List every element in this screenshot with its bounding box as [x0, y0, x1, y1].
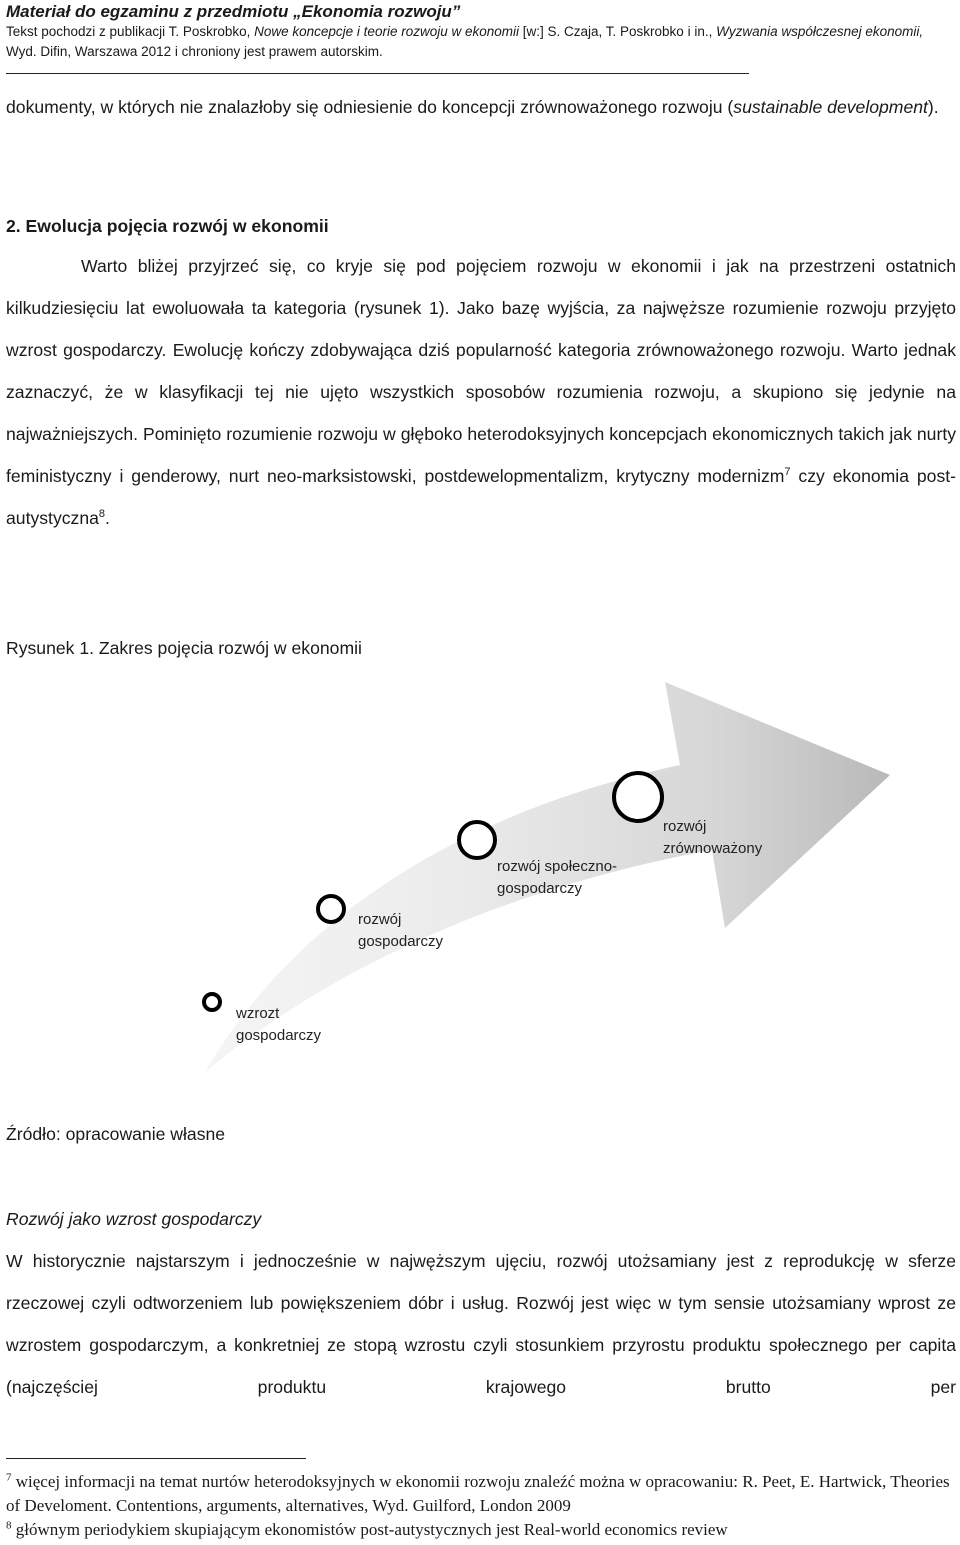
header-divider	[6, 73, 749, 74]
footnote-ref-7[interactable]: 7	[784, 466, 791, 479]
stage-1-label: gospodarczy	[236, 1027, 322, 1044]
paragraph-intro	[6, 86, 956, 128]
footnote-divider	[6, 1458, 306, 1459]
citation-part-italic: Wyzwania współczesnej ekonomii,	[716, 24, 924, 39]
paragraph-text: dokumenty, w których nie znalazłoby się odniesienie do koncepcji zrównoważonego rozwoju (	[6, 97, 734, 117]
subsection-title: Rozwój jako wzrost gospodarczy	[6, 1209, 262, 1229]
stage-2-label: gospodarczy	[358, 933, 444, 950]
figure-arrow-diagram	[0, 660, 960, 1100]
paragraph-growth: W historycznie najstarszym i jednocześnie w najwęższym ujęciu, rozwój utożsamiany jest z reprodukcję w sferze rzeczowej czyli odtworzeniem lub powiększeniem dóbr i usług. Rozwój jest więc w tym sensie utożsamiany wprost ze wzrostem gospodarczym, a konkretniej ze stopą wzrostu czyli stosunkiem przyrostu produktu społecznego per capita (najczęściej produktu krajowego brutto per	[6, 1251, 956, 1397]
citation-part-italic: Nowe koncepcje i teorie rozwoju w ekonomii	[254, 24, 519, 39]
header-citation-line2: Wyd. Difin, Warszawa 2012 i chroniony jest prawem autorskim.	[6, 44, 383, 59]
paragraph-text: .	[105, 508, 110, 528]
footnote-number: 8	[6, 1519, 12, 1532]
footnote-7	[6, 1470, 956, 1518]
header-title: Materiał do egzaminu z przedmiotu „Ekonomia rozwoju”	[6, 2, 461, 21]
stage-3-label: rozwój społeczno-	[497, 858, 618, 875]
section-heading	[6, 212, 956, 240]
stage-3-circle-icon	[459, 822, 495, 858]
section-title: 2. Ewolucja pojęcia rozwój w ekonomii	[6, 216, 329, 236]
paragraph-evolution	[6, 245, 956, 539]
stage-3-label: gospodarczy	[497, 880, 583, 897]
header-citation-line1	[6, 22, 956, 42]
footnote-text: więcej informacji na temat nurtów heterodoksyjnych w ekonomii rozwoju znaleźć można w opracowaniu: R. Peet, E. Hartwick, Theories of Develoment. Contentions, arguments, alternatives, Wyd. Guilford, London 2009	[6, 1472, 950, 1515]
stage-4-label: rozwój	[663, 818, 707, 835]
stage-4-label: zrównoważony	[663, 840, 763, 857]
stage-2-circle-icon	[318, 896, 344, 922]
stage-1-circle-icon	[204, 994, 220, 1010]
figure-caption: Rysunek 1. Zakres pojęcia rozwój w ekonomii	[6, 638, 362, 658]
paragraph-text: czy ekonomia post-autystyczna	[6, 466, 956, 528]
citation-part: Tekst pochodzi z publikacji T. Poskrobko,	[6, 24, 255, 39]
footnotes	[6, 1470, 956, 1542]
footnote-8	[6, 1518, 956, 1542]
stage-4-circle-icon	[614, 773, 662, 821]
figure-source: Źródło: opracowanie własne	[6, 1124, 226, 1144]
footnote-number: 7	[6, 1471, 12, 1484]
paragraph-text: Warto bliżej przyjrzeć się, co kryje się pod pojęciem rozwoju w ekonomii i jak na przestrzeni ostatnich kilkudziesięciu lat ewoluowała ta kategoria (rysunek 1). Jako bazę wyjścia, za najwęższe rozumienie rozwoju przyjęto wzrost gospodarczy. Ewolucję kończy zdobywająca dziś popularność kategoria zrównoważonego rozwoju. Warto jednak zaznaczyć, że w klasyfikacji tej nie ujęto wszystkich sposobów rozumienia rozwoju, a skupiono się jedynie na najważniejszych. Pominięto rozumienie rozwoju w głęboko heterodoksyjnych koncepcjach ekonomicznych takich jak nurty feministyczny i genderowy, nurt neo-marksistowski, postdewelopmentalizm, krytyczny modernizm	[6, 256, 956, 486]
page-header	[6, 0, 956, 62]
evolution-arrow-shape	[205, 682, 890, 1072]
stage-1-label: wzrozt	[236, 1005, 280, 1022]
footnote-ref-8[interactable]: 8	[98, 508, 106, 521]
paragraph-text: ).	[927, 97, 939, 117]
citation-part: [w:] S. Czaja, T. Poskrobko i in.,	[519, 24, 717, 39]
paragraph-italic: sustainable development	[733, 97, 928, 117]
footnote-text: głównym periodykiem skupiającym ekonomistów post-autystycznych jest Real-world economics review	[11, 1520, 728, 1539]
stage-2-label: rozwój	[358, 911, 402, 928]
